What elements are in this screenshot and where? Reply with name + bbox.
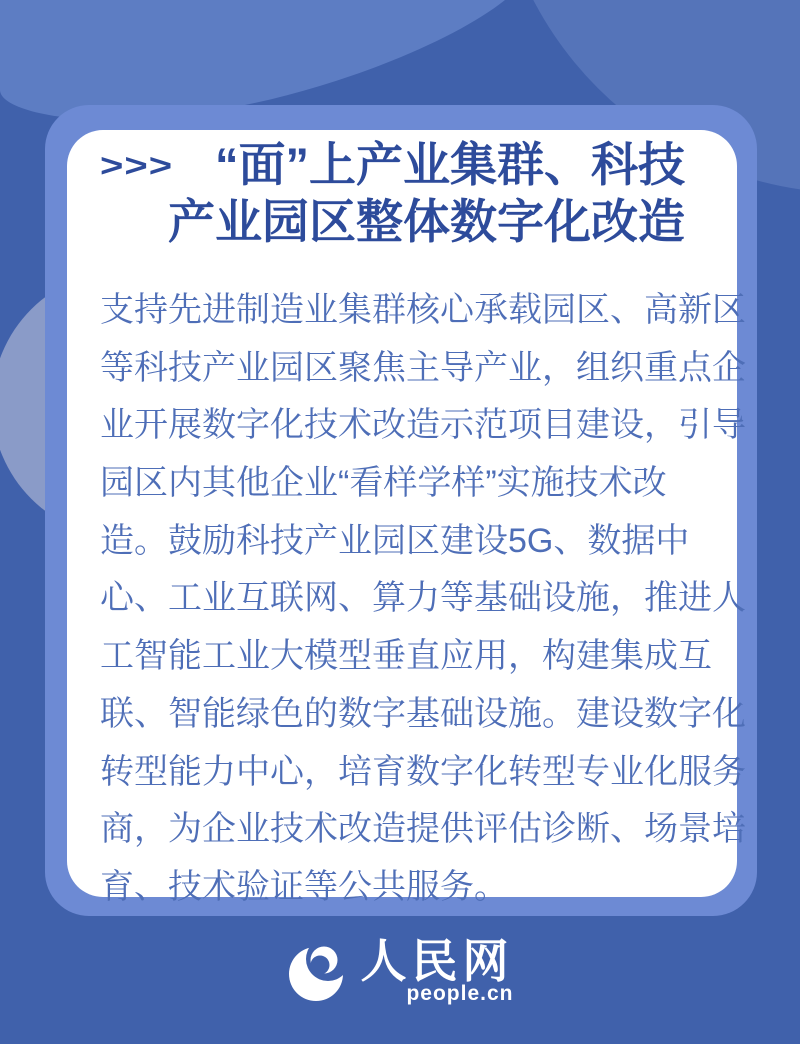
body-line: 园区内其他企业“看样学样”实施技术改 bbox=[100, 464, 667, 503]
logo-chinese-name: 人民网 bbox=[360, 934, 514, 987]
people-cn-logo-icon bbox=[287, 936, 351, 1004]
body-text bbox=[100, 282, 746, 917]
page-title-line2: 产业园区整体数字化改造 bbox=[168, 195, 685, 248]
body-line: 联、智能绿色的数字基础设施。建设数字化 bbox=[100, 694, 746, 733]
body-line: 等科技产业园区聚焦主导产业，组织重点企 bbox=[100, 348, 746, 387]
logo-domain-name: people.cn bbox=[406, 981, 514, 1005]
body-line: 育、技术验证等公共服务。 bbox=[100, 867, 508, 906]
body-line: 工智能工业大模型垂直应用，构建集成互 bbox=[100, 637, 712, 676]
body-line: 业开展数字化技术改造示范项目建设，引导 bbox=[100, 406, 746, 445]
body-line: 造。鼓励科技产业园区建设5G、数据中 bbox=[100, 521, 690, 560]
body-line: 心、工业互联网、算力等基础设施，推进人 bbox=[100, 579, 746, 618]
body-line: 支持先进制造业集群核心承载园区、高新区 bbox=[100, 291, 746, 329]
page-title bbox=[168, 136, 685, 250]
body-line: 商，为企业技术改造提供评估诊断、场景培 bbox=[100, 810, 746, 849]
people-cn-logo-text bbox=[360, 934, 514, 1005]
people-cn-logo bbox=[0, 936, 800, 1004]
content-card bbox=[67, 130, 746, 906]
body-line: 转型能力中心，培育数字化转型专业化服务 bbox=[100, 752, 746, 791]
chevrons-icon: >>> bbox=[100, 148, 174, 185]
page-title-line1: “面”上产业集群、科技 bbox=[215, 138, 685, 191]
